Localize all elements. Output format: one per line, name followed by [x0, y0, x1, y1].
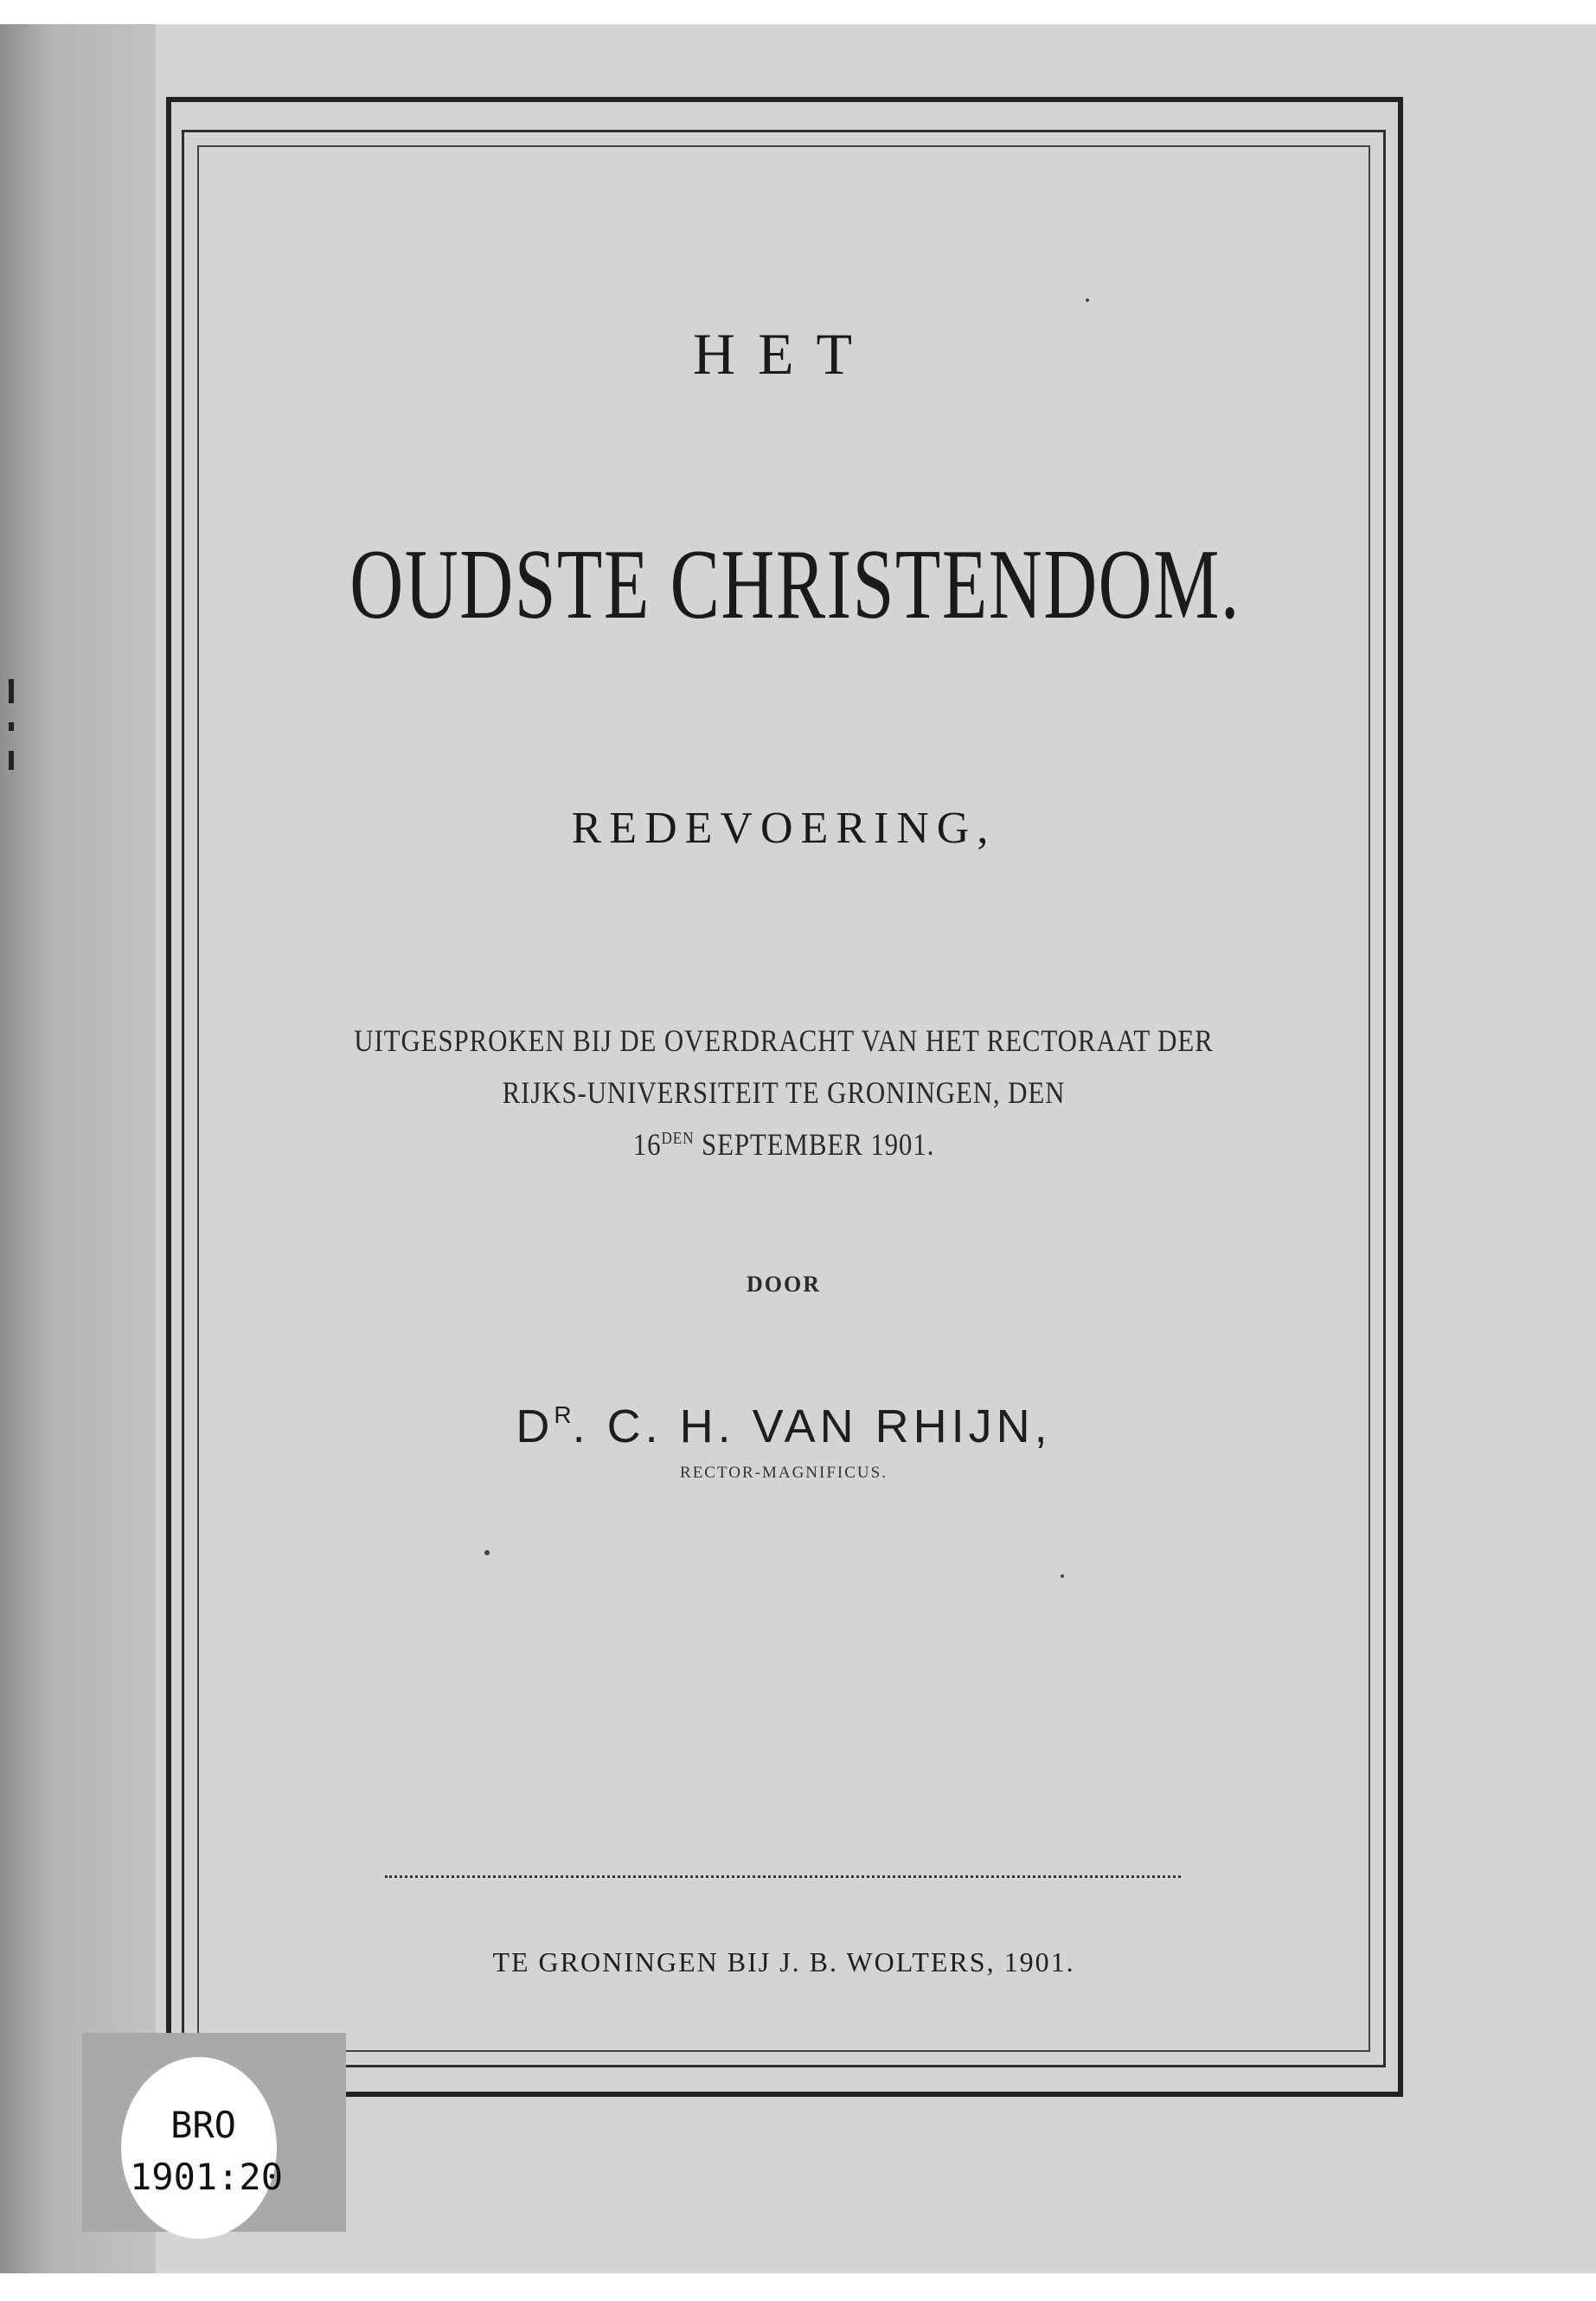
speck [1061, 1574, 1064, 1578]
author-role: RECTOR-MAGNIFICUS. [680, 1464, 888, 1482]
description-line-3 [279, 1126, 1288, 1163]
library-label-sticker [121, 2057, 284, 2239]
date-day: 16 [632, 1127, 662, 1162]
by-label: DOOR [747, 1272, 821, 1297]
description-line-1: UITGESPROKEN BIJ DE OVERDRACHT VAN HET RECTORAAT DER [354, 1023, 1214, 1058]
binding-strip [0, 24, 156, 2273]
pretitle: HET [692, 321, 875, 387]
date-suffix: DEN [661, 1129, 695, 1148]
date-rest: SEPTEMBER 1901. [694, 1127, 935, 1162]
imprint: TE GRONINGEN BIJ J. B. WOLTERS, 1901. [492, 1946, 1075, 1977]
author-title: D [516, 1400, 554, 1452]
speck [1086, 298, 1089, 302]
description-line-2: RIJKS-UNIVERSITEIT TE GRONINGEN, DEN [502, 1075, 1066, 1110]
edge-mark [9, 751, 14, 770]
title: OUDSTE CHRISTENDOM. [349, 529, 1240, 640]
library-label-line-1: BRO [170, 2104, 236, 2146]
speck [484, 1550, 490, 1555]
library-label-line-2: 1901:20 [130, 2156, 284, 2198]
edge-mark [9, 679, 14, 703]
author [197, 1400, 1370, 1453]
subtitle: REDEVOERING, [571, 804, 997, 853]
edge-mark [9, 722, 14, 731]
dotted-rule [385, 1875, 1181, 1878]
author-title-suffix: R [554, 1401, 573, 1428]
author-name: . C. H. VAN RHIJN, [572, 1400, 1052, 1452]
